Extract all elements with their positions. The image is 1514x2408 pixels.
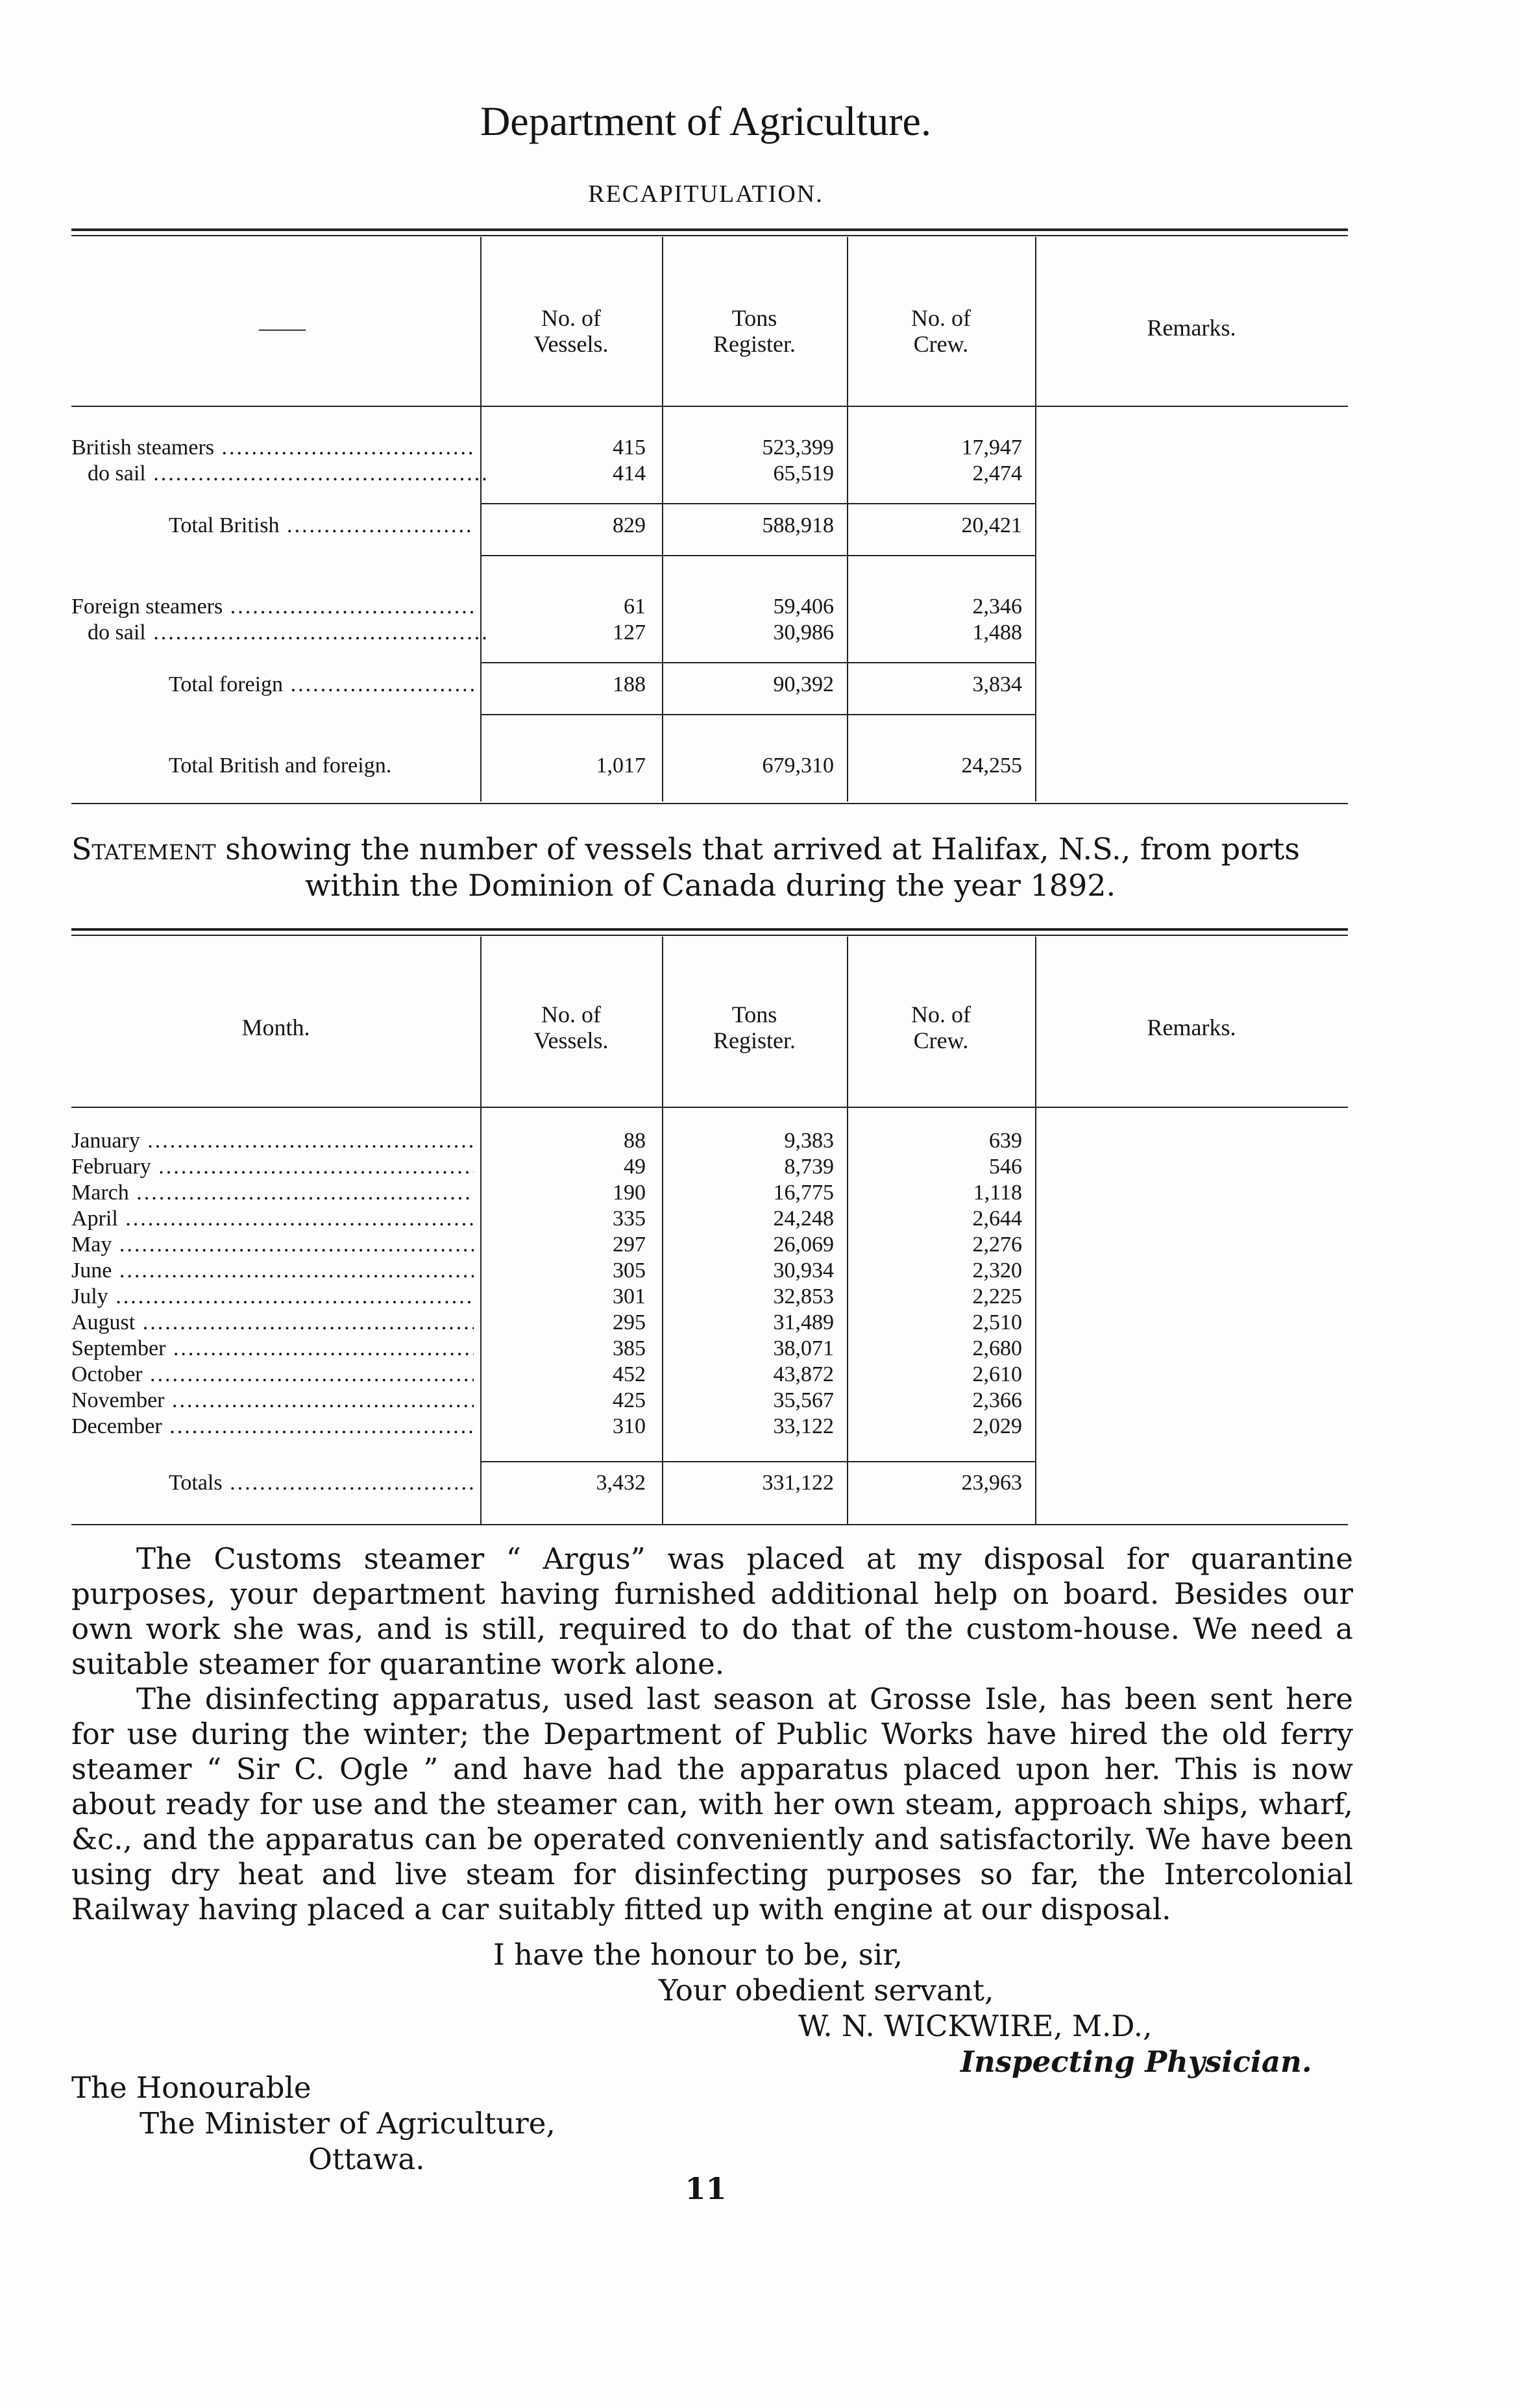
paragraph: The Customs steamer “ Argus” was placed at my disposal for quarantine purposes, your department having furnished additional help on board. Besides our own work she was, and is still, required to do that of the custom-house. We need a suitable steamer for quarantine work alone. — [71, 1542, 1353, 1681]
page-title: Department of Agriculture. — [480, 98, 931, 144]
table2-bottom-rule — [71, 1524, 1348, 1525]
header-tons: Tons Register. — [713, 305, 796, 357]
table2-top-rule — [71, 928, 1348, 931]
signature-title: Inspecting Physician. — [960, 2045, 1312, 2079]
header-remarks: Remarks. — [1147, 315, 1236, 341]
table-row: July ..... 301 32,853 2,225 — [71, 1284, 1348, 1310]
body-text — [71, 1542, 1353, 1927]
table-row: April ..... 335 24,248 2,644 — [71, 1206, 1348, 1232]
header-tons: Tons Register. — [713, 1001, 796, 1053]
address-line-1: The Honourable — [71, 2070, 311, 2105]
table-row: do sail ..... 414 65,519 2,474 — [71, 461, 1348, 487]
table-row: February ..... 49 8,739 546 — [71, 1154, 1348, 1180]
table-row: November ..... 425 35,567 2,366 — [71, 1388, 1348, 1414]
header-dash: —— — [259, 315, 306, 341]
table-row: January ..... 88 9,383 639 — [71, 1128, 1348, 1154]
table-row: May ..... 297 26,069 2,276 — [71, 1232, 1348, 1258]
table-row: Foreign steamers ..... 61 59,406 2,346 — [71, 594, 1348, 620]
header-crew: No. of Crew. — [911, 305, 971, 357]
table-row: do sail ..... 127 30,986 1,488 — [71, 620, 1348, 646]
table1-top-rule — [71, 228, 1348, 231]
signature-name: W. N. WICKWIRE, M.D., — [798, 2009, 1153, 2043]
statement-heading: Statement showing the number of vessels that arrived at Halifax, N.S., from ports within the Dominion of Canada during the year 1892. — [71, 831, 1300, 903]
header-month: Month. — [241, 1014, 310, 1040]
table-row: June ..... 305 30,934 2,320 — [71, 1258, 1348, 1284]
table-row: October ..... 452 43,872 2,610 — [71, 1362, 1348, 1388]
section-subtitle: RECAPITULATION. — [588, 180, 824, 208]
table-row: March ..... 190 16,775 1,118 — [71, 1180, 1348, 1206]
table-row: British steamers ..... 415 523,399 17,947 — [71, 435, 1348, 461]
table-row: September ..... 385 38,071 2,680 — [71, 1336, 1348, 1362]
header-vessels: No. of Vessels. — [533, 1001, 609, 1053]
monthly-arrivals-table — [71, 937, 1348, 1524]
table-row: August ..... 295 31,489 2,510 — [71, 1310, 1348, 1336]
address-line-2: The Minister of Agriculture, — [140, 2106, 556, 2141]
closing-servant: Your obedient servant, — [659, 1973, 994, 2008]
table-row-total: Total British ..... 829 588,918 20,421 — [71, 513, 1348, 539]
table-row-total: Total foreign ..... 188 90,392 3,834 — [71, 672, 1348, 698]
page-number: 11 — [685, 2171, 727, 2206]
table-row: December ..... 310 33,122 2,029 — [71, 1414, 1348, 1440]
header-crew: No. of Crew. — [911, 1001, 971, 1053]
header-vessels: No. of Vessels. — [533, 305, 609, 357]
recapitulation-table — [71, 237, 1348, 802]
paragraph: The disinfecting apparatus, used last season at Grosse Isle, has been sent here for use during the winter; the Department of Public Works have hired the old ferry steamer “ Sir C. Ogle ” and have had the apparatus placed upon her. This is now about ready for use and the steamer can, with her own steam, approach ships, wharf, &c., and the apparatus can be operated conveniently and satisfactorily. We have been using dry heat and live steam for disinfecting purposes so far, the Intercolonial Railway having placed a car suitably fitted up with engine at our disposal. — [71, 1682, 1353, 1926]
table-row-grand-total: Total British and foreign. 1,017 679,310 24,255 — [169, 754, 1022, 778]
closing-honour: I have the honour to be, sir, — [493, 1937, 903, 1972]
table1-bottom-rule — [71, 803, 1348, 804]
address-line-3: Ottawa. — [308, 2142, 425, 2176]
table-row-totals: Totals ..... 3,432 331,122 23,963 — [71, 1470, 1348, 1496]
header-remarks: Remarks. — [1147, 1014, 1236, 1040]
